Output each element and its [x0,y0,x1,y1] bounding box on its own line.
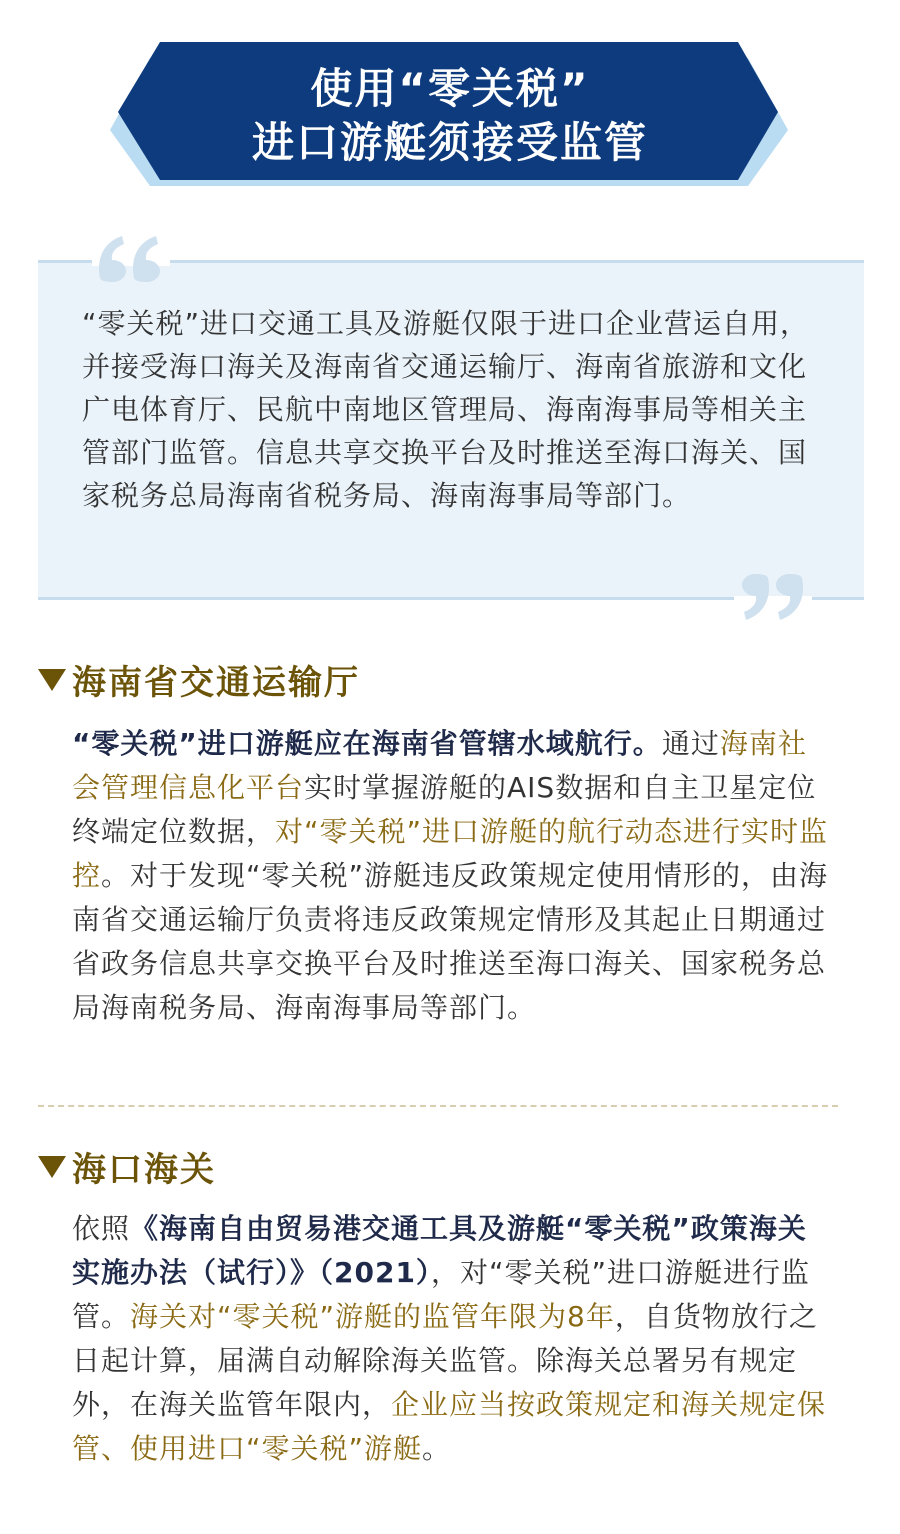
body-text: 。 [422,1432,452,1465]
section-title: 海口海关 [72,1150,216,1190]
section-body-transport [72,722,832,1030]
close-quote-icon [740,574,806,624]
highlight-text: 企业应当按政策规定和海关规定保管、使用进口“零关税”游艇 [72,1388,827,1465]
section-heading-customs [38,1142,216,1191]
body-text: 。对于发现“零关税”游艇违反政策规定使用情形的，由海南省交通运输厅负责将违反政策规定情形及其起止日期通过省政务信息共享交换平台及时推送至海口海关、国家税务总局海南税务局、海南海事局等部门。 [72,859,829,1024]
body-text: ，自货物放行之日起计算，届满自动解除海关监管。除海关总署另有规定外，在海关监管年限内， [72,1300,818,1421]
highlight-text: 海南社会管理信息化平台 [72,727,807,804]
bold-text: 《海南自由贸易港交通工具及游艇“零关税”政策海关实施办法（试行）》（2021） [72,1212,807,1289]
body-text: ，对“零关税”进口游艇进行监管。 [72,1256,810,1333]
section-title: 海南省交通运输厅 [72,663,360,703]
page-title [0,62,900,170]
section-heading-transport [38,655,360,704]
body-text: 实时掌握游艇的AIS数据和自主卫星定位终端定位数据， [72,771,817,848]
section-body-customs [72,1207,832,1471]
highlight-text: 对“零关税”进口游艇的航行动态进行实时监控 [72,815,829,892]
highlight-text: 海关对“零关税”游艇的监管年限为8年 [130,1300,615,1333]
triangle-down-icon [38,1156,66,1178]
title-line-2: 进口游艇须接受监管 [251,118,648,167]
triangle-down-icon [38,669,66,691]
body-text: 通过 [661,727,720,760]
body-text: 依照 [72,1212,131,1245]
title-line-1: 使用“零关税” [310,64,590,113]
quote-text: “零关税”进口交通工具及游艇仅限于进口企业营运自用，并接受海口海关及海南省交通运输厅、海南省旅游和文化广电体育厅、民航中南地区管理局、海南海事局等相关主管部门监管。信息共享交换平台及时推送至海口海关、国家税务总局海南省税务局、海南海事局等部门。 [82,307,810,512]
bold-text: “零关税”进口游艇应在海南省管辖水域航行。 [72,727,662,760]
section-divider [38,1105,838,1107]
open-quote-icon [96,232,162,282]
